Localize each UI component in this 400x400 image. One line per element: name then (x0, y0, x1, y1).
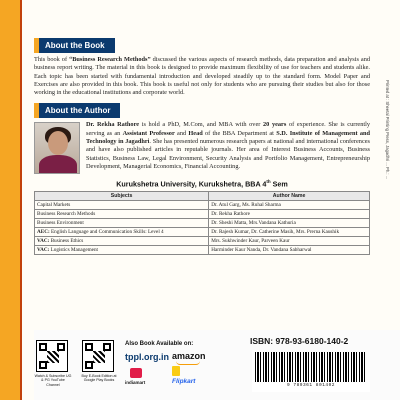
qr-pattern (47, 351, 59, 363)
amazon-smile-icon (176, 361, 200, 365)
table-header-row (35, 191, 370, 200)
flipkart-bag-icon (172, 366, 180, 376)
printer-imprint: Printed at : Sheetal Printing Press, Jagadhri ... Ph.: ... (385, 80, 390, 180)
subjects-table (34, 191, 370, 255)
university-sem: Sem (270, 179, 288, 189)
about-author-section (34, 121, 370, 171)
university-sup: th (266, 179, 271, 185)
author-experience: 20 years (263, 121, 287, 129)
subject-name: Business Research Methods (37, 210, 96, 217)
google-play-qr-label: Buy E-Book Edition at Google Play Books (81, 374, 117, 383)
qr-marker (57, 343, 65, 351)
subjects-column-header: Subjects (35, 191, 209, 200)
subject-name: Business Environment (37, 219, 84, 226)
subject-cell (35, 227, 209, 236)
isbn-number: ISBN: 978-93-6180-140-2 (250, 336, 349, 346)
table-row (35, 209, 370, 218)
table-row (35, 218, 370, 227)
subject-name: Business Ethics (49, 237, 84, 244)
isbn-barcode (252, 350, 370, 392)
youtube-qr-label: Watch & Subscribe UG & PG YouTube Channel (34, 374, 72, 387)
about-book-text (34, 56, 370, 97)
author-cell: Dr. Rekha Rathore (209, 209, 370, 218)
author-text-1: is hold a PhD, M.Com, and MBA with over (139, 121, 263, 129)
author-text-3: and (174, 129, 189, 137)
author-photo-face (48, 131, 68, 155)
qr-marker (103, 343, 111, 351)
subject-prefix: VAC: (37, 237, 50, 244)
subject-prefix: VAC: (37, 246, 50, 253)
cover-spine-strip (0, 0, 22, 400)
author-role-2: Head (188, 129, 203, 137)
table-row (35, 236, 370, 245)
author-cell: Dr. Atul Garg, Ms. Ruhal Sharma (209, 200, 370, 209)
author-institute: S.D. Institute of Management and Technology in Jagadhri (86, 129, 370, 146)
about-book-text-1: This book of (34, 56, 70, 63)
about-book-title: “Business Research Methods” (69, 56, 151, 63)
author-role-1: Assistant Professor (122, 129, 175, 137)
subject-name: Logistics Management (49, 246, 98, 253)
author-photo-body (39, 155, 77, 174)
qr-marker (85, 343, 93, 351)
subject-name: English Language and Communication Skills: Level 4 (49, 228, 164, 235)
google-play-qr-code[interactable] (82, 340, 114, 372)
also-available-label: Also Book Available on: (125, 341, 194, 347)
author-text-5: . She has presented numerous research papers at national and international conferences and have also published articles in reputable journals. Her area of Interest Business Accounts, Business Statistics, Business Law, Legal Environment, Security Analysis and Portfolio Management, Entrepreneurship Development, Managerial Economics, Financial Accounting. (86, 138, 370, 170)
barcode-bars (255, 352, 367, 382)
table-row (35, 200, 370, 209)
qr-marker (39, 361, 47, 369)
tppl-link[interactable]: tppl.org.in (125, 352, 169, 362)
university-course-title (34, 179, 370, 188)
subject-cell (35, 209, 209, 218)
table-row (35, 227, 370, 236)
subject-cell (35, 236, 209, 245)
author-name: Dr. Rekha Rathore (86, 121, 140, 129)
author-cell: Harminder Kaur Nanda, Dr. Vandana Sabharwal (209, 245, 370, 254)
author-cell: Mrs. Sukhwinder Kaur, Parveen Kaur (209, 236, 370, 245)
barcode-digits: 9 789361 801402 (286, 383, 335, 388)
subject-cell (35, 245, 209, 254)
indiamart-logo[interactable]: indiamart (125, 380, 146, 385)
author-name-column-header: Author Name (209, 191, 370, 200)
spine-edge-line (20, 0, 22, 400)
about-author-text (34, 121, 370, 171)
qr-marker (85, 361, 93, 369)
indiamart-icon (130, 368, 142, 378)
table-row (35, 245, 370, 254)
author-cell: Dr. Rajesh Kumar, Dr. Catherine Masih, Mrs. Prerna Kaushik (209, 227, 370, 236)
subject-cell (35, 218, 209, 227)
flipkart-logo[interactable]: Flipkart (172, 378, 196, 385)
back-cover-content (34, 4, 370, 255)
subject-cell (35, 200, 209, 209)
author-photo (34, 122, 80, 174)
about-book-heading: About the Book (34, 38, 115, 53)
qr-marker (39, 343, 47, 351)
author-text-2: of experience. She is currently serving as an (86, 121, 371, 137)
about-book-text-2: discussed the various aspects of research methods, data preparation and analysis and business report writing. The material in this book is designed to provide maximum flexibility of use for teachers and students alike. Each topic has been started with fundamental introduction and developed steadily up to the standard form. Model Paper and Exercises are also provided in this book. This book is useful not only for students who are pursuing their studies but also for those working in the educational institutions and corporate world. (34, 56, 370, 97)
amazon-logo[interactable]: amazon (172, 351, 206, 361)
qr-pattern (93, 351, 105, 363)
university-line: Kurukshetra University, Kurukshetra, BBA 4 (116, 179, 267, 189)
subject-prefix: AEC: (37, 228, 50, 235)
about-author-heading: About the Author (34, 103, 120, 118)
subject-name: Capital Markets (37, 201, 71, 208)
author-text-4: of the BBA Department at (202, 129, 277, 137)
author-cell: Dr. Sheshi Matta, Mrs.Vandana Kathuria (209, 218, 370, 227)
youtube-qr-code[interactable] (36, 340, 68, 372)
